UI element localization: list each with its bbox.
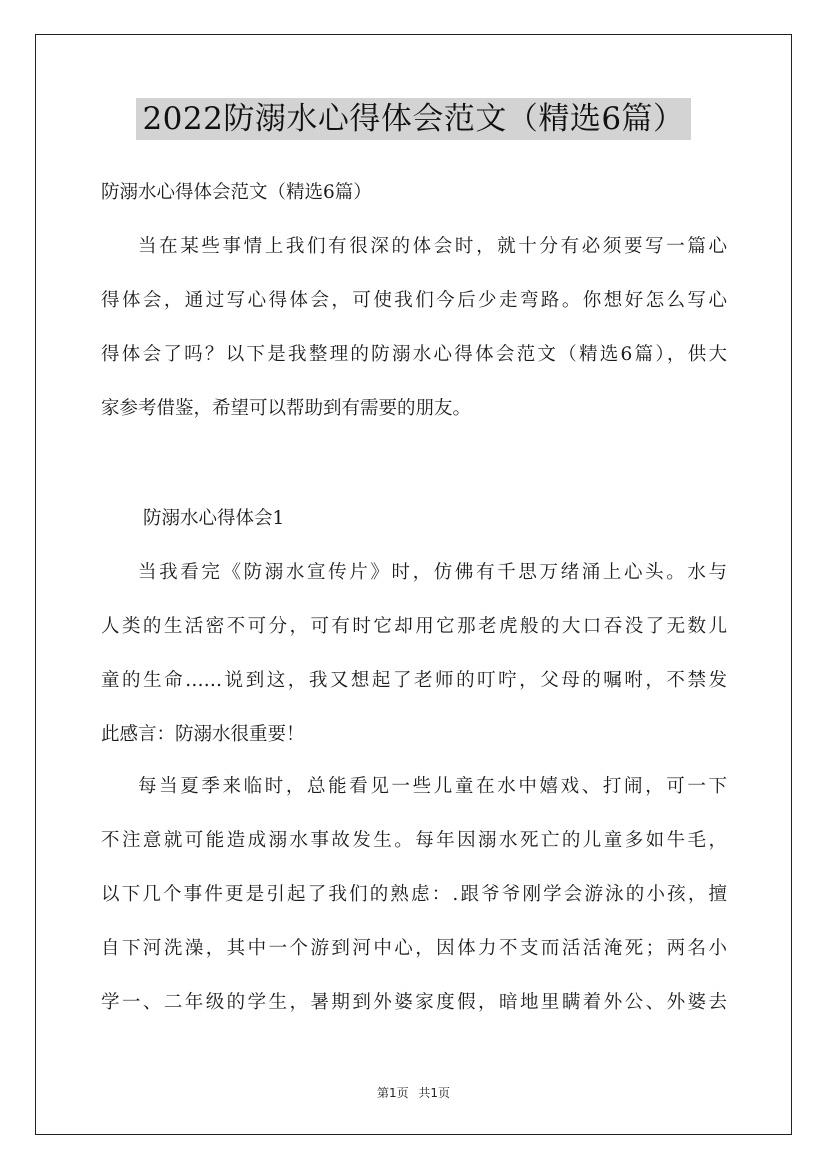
document-title: 2022防溺水心得体会范文（精选6篇） bbox=[136, 98, 690, 140]
intro-line: 得体会了吗？以下是我整理的防溺水心得体会范文（精选6篇），供大 bbox=[101, 344, 727, 365]
page-total: 共1页 bbox=[418, 1086, 451, 1100]
intro-line: 得体会，通过写心得体会，可使我们今后少走弯路。你想好怎么写心 bbox=[101, 290, 727, 311]
page-footer bbox=[0, 1084, 827, 1101]
paragraph-line: 不注意就可能造成溺水事故发生。每年因溺水死亡的儿童多如牛毛， bbox=[101, 830, 727, 851]
paragraph-line: 学一、二年级的学生，暑期到外婆家度假，暗地里瞒着外公、外婆去 bbox=[101, 992, 727, 1013]
intro-line: 当在某些事情上我们有很深的体会时，就十分有必须要写一篇心 bbox=[138, 236, 727, 257]
body-paragraph-1 bbox=[101, 546, 727, 762]
paragraph-line: 人类的生活密不可分，可有时它却用它那老虎般的大口吞没了无数儿 bbox=[101, 616, 727, 637]
paragraph-line: 此感言：防溺水很重要！ bbox=[101, 724, 305, 745]
body-paragraph-2 bbox=[101, 760, 727, 1030]
document-subtitle: 防溺水心得体会范文（精选6篇） bbox=[101, 182, 372, 203]
paragraph-line: 自下河洗澡，其中一个游到河中心，因体力不支而活活淹死；两名小 bbox=[101, 938, 727, 959]
section-heading: 防溺水心得体会1 bbox=[143, 508, 285, 529]
paragraph-line: 当我看完《防溺水宣传片》时，仿佛有千思万绪涌上心头。水与 bbox=[138, 562, 727, 583]
intro-paragraph bbox=[101, 220, 727, 436]
title-container bbox=[0, 98, 827, 140]
page-number: 第1页 bbox=[376, 1086, 409, 1100]
paragraph-line: 以下几个事件更是引起了我们的熟虑：.跟爷爷刚学会游泳的小孩，擅 bbox=[101, 884, 727, 905]
paragraph-line: 童的生命……说到这，我又想起了老师的叮咛，父母的嘱咐，不禁发 bbox=[101, 670, 727, 691]
paragraph-line: 每当夏季来临时，总能看见一些儿童在水中嬉戏、打闹，可一下 bbox=[138, 776, 727, 797]
intro-line: 家参考借鉴，希望可以帮助到有需要的朋友。 bbox=[101, 398, 472, 419]
